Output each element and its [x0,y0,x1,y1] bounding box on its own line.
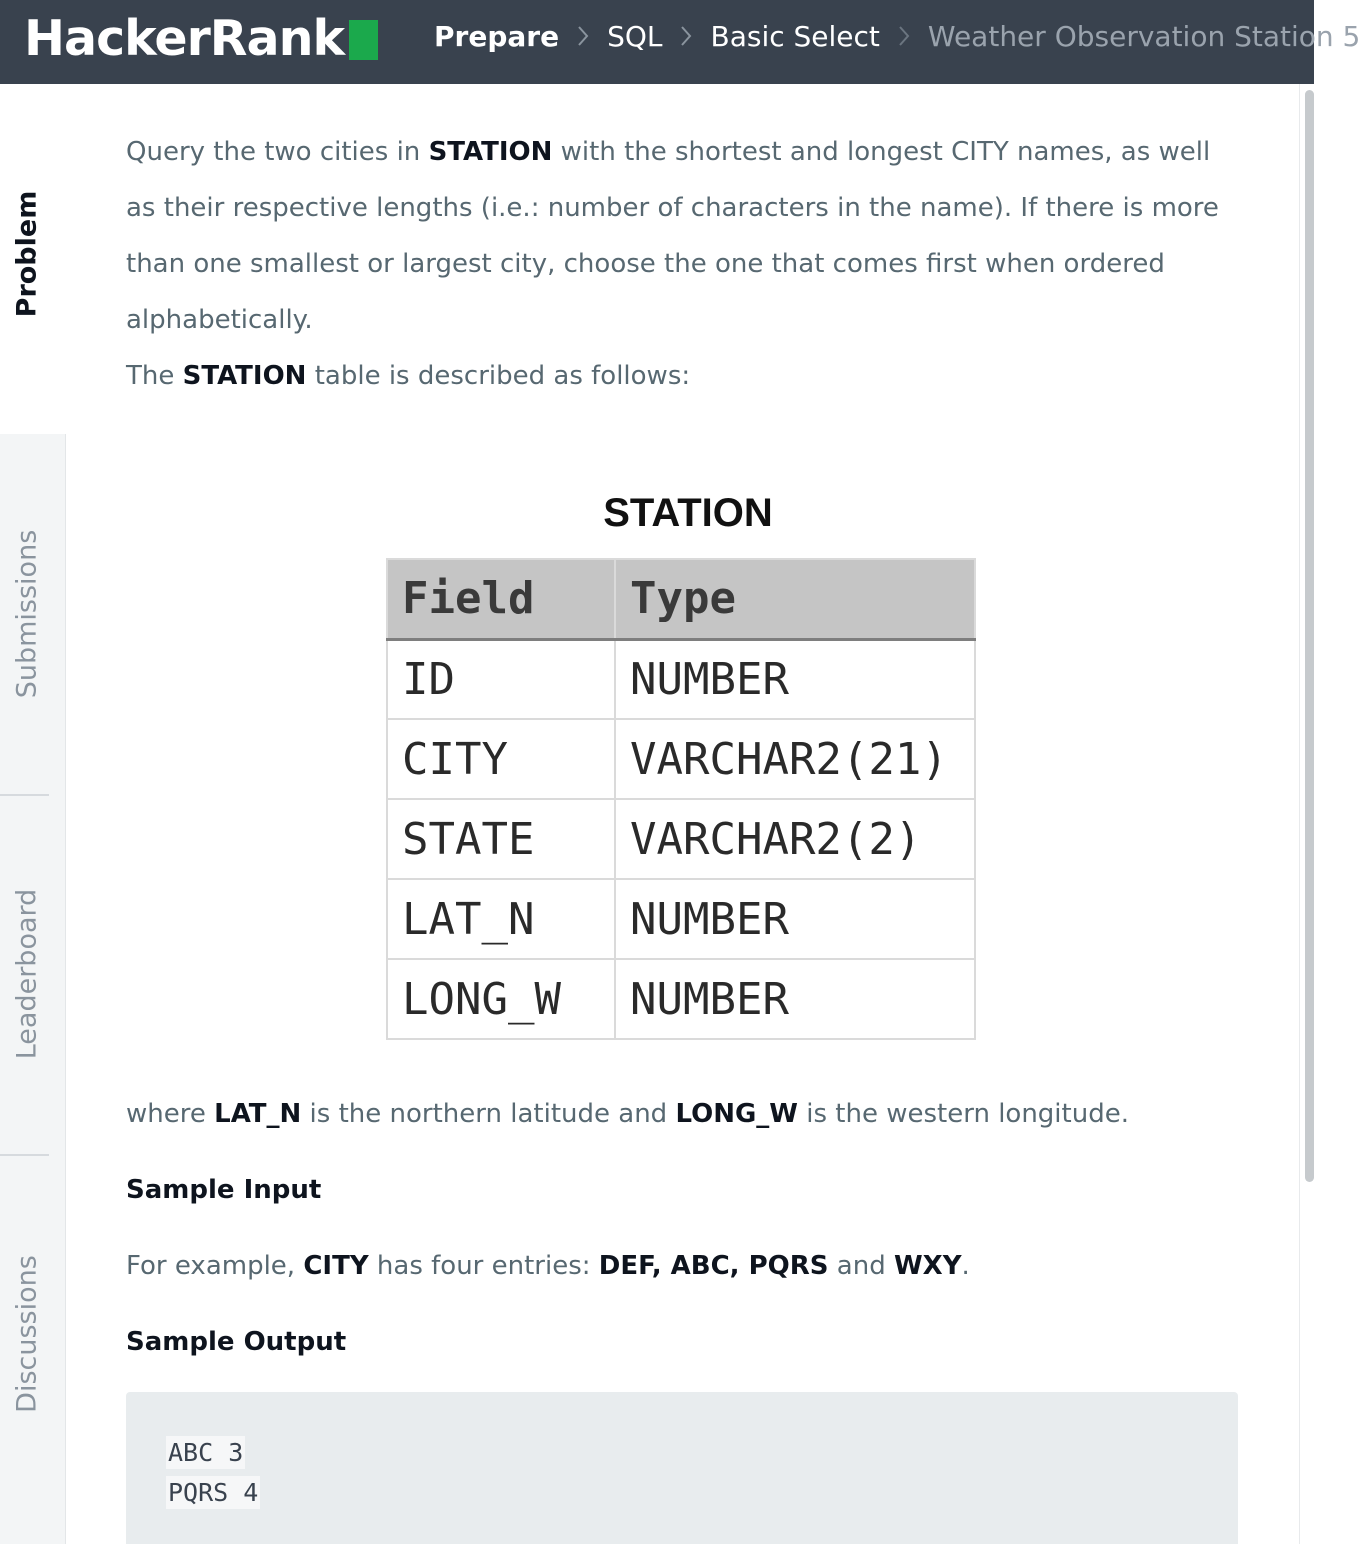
sample-output-heading: Sample Output [126,1327,347,1357]
code-line: ABC 3 [168,1438,244,1467]
type-cell: VARCHAR2(21) [615,719,975,799]
table-row [387,959,975,1039]
chevron-right-icon [662,25,710,47]
type-cell: NUMBER [615,639,975,719]
type-cell: VARCHAR2(2) [615,799,975,879]
where-note: where LAT_N is the northern latitude and LONG_W is the western longitude. [126,1099,1129,1129]
tab-leaderboard[interactable]: Leaderboard [11,888,43,1060]
breadcrumb-current-challenge: Weather Observation Station 5 [927,19,1360,53]
tab-divider [0,1154,49,1156]
breadcrumb-sql[interactable]: SQL [607,19,663,53]
sample-input-heading: Sample Input [126,1175,322,1205]
column-header-type: Type [615,559,975,639]
field-cell: ID [387,639,615,719]
column-header-field: Field [387,559,615,639]
logo-text: HackerRank [24,9,345,67]
type-cell: NUMBER [615,959,975,1039]
breadcrumb [434,16,1360,56]
chevron-right-icon [880,25,928,47]
breadcrumb-prepare[interactable]: Prepare [434,19,560,53]
breadcrumb-basic-select[interactable]: Basic Select [710,19,880,53]
tab-problem[interactable] [0,84,66,434]
tab-problem-label: Problem [11,190,43,318]
problem-intro: Query the two cities in STATION with the shortest and longest CITY names, as well as their respective lengths (i.e.: number of characters in the name). If there is more than one smallest or largest city, choose the one that comes first when ordered alphabetically. [126,137,1219,335]
side-tab-bar [0,84,66,1544]
table-description: The STATION table is described as follows: [126,361,691,391]
table-row [387,799,975,879]
tab-divider [0,794,49,796]
code-line: PQRS 4 [168,1478,259,1507]
station-schema-image [386,488,980,1040]
field-cell: LAT_N [387,879,615,959]
table-row [387,639,975,719]
table-row [387,879,975,959]
field-cell: STATE [387,799,615,879]
top-navigation-bar [0,0,1360,84]
table-row [387,719,975,799]
sample-input-text: For example, CITY has four entries: DEF, ABC, PQRS and WXY. [126,1251,970,1281]
logo-green-block-icon [349,20,378,60]
tab-submissions[interactable]: Submissions [11,529,43,699]
table-header-row [387,559,975,639]
chevron-right-icon [559,25,607,47]
schema-table [386,558,976,1040]
sample-output-code-block [126,1392,1238,1544]
type-cell: NUMBER [615,879,975,959]
problem-details [126,1086,1238,1390]
tab-discussions[interactable]: Discussions [11,1255,43,1413]
field-cell: CITY [387,719,615,799]
schema-title: STATION [603,491,773,535]
hackerrank-logo[interactable] [24,8,378,68]
scrollbar-thumb[interactable] [1305,90,1314,1182]
problem-statement [126,124,1238,404]
field-cell: LONG_W [387,959,615,1039]
